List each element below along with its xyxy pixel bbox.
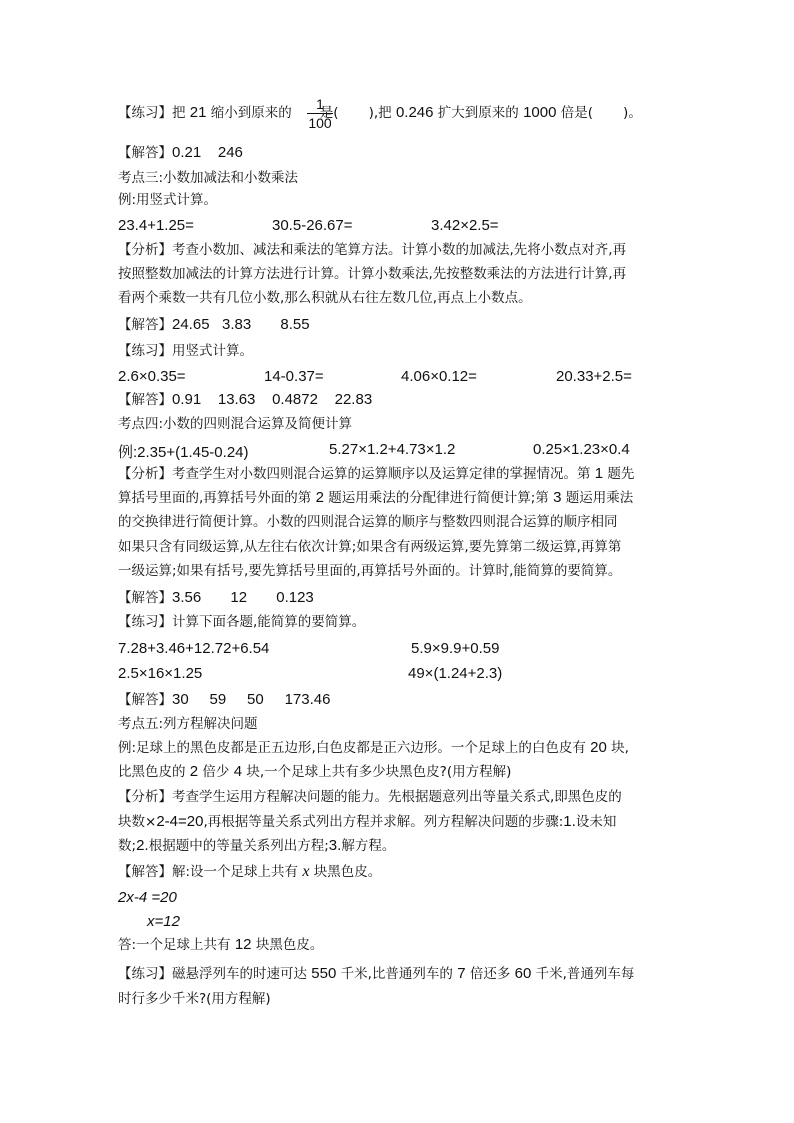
expr-9: 5.27×1.2+4.73×1.2 [329,441,456,458]
expr-4: 2.6×0.35= [118,368,186,385]
analysis-line-10: 块数×2-4=20,再根据等量关系式列出方程并求解。列方程解决问题的步骤:1.设未知 [118,813,617,830]
analysis-line-9: 【分析】考查学生运用方程解决问题的能力。先根据题意列出等量关系式,即黑色皮的 [118,789,622,805]
answer-line-1: 【解答】0.21 246 [118,144,243,161]
expr-11: 7.28+3.46+12.72+6.54 [118,640,270,657]
analysis-line-7: 如果只含有同级运算,从左往右依次计算;如果含有两级运算,要先算第二级运算,再算第 [118,539,622,555]
answer-line-2: 【解答】24.65 3.83 8.55 [118,316,310,333]
section-heading-5: 考点五:列方程解决问题 [118,716,258,732]
practice-line-1: 【练习】把 21 缩小到原来的 是( ),把 0.246 扩大到原来的 1000 倍是( )。 [118,104,642,121]
answer-line-3: 【解答】0.91 13.63 0.4872 22.83 [118,391,373,408]
analysis-line-6: 的交换律进行简便计算。小数的四则混合运算的顺序与整数四则混合运算的顺序相同 [118,514,618,530]
analysis-line-2: 按照整数加减法的计算方法进行计算。计算小数乘法,先按整数乘法的方法进行计算,再 [118,266,627,282]
expr-7: 20.33+2.5= [556,368,632,385]
expr-3: 3.42×2.5= [431,217,499,234]
expr-2: 30.5-26.67= [272,217,353,234]
expr-13: 2.5×16×1.25 [118,665,203,682]
analysis-line-5: 算括号里面的,再算括号外面的第 2 题运用乘法的分配律进行简便计算;第 3 题运用乘法 [118,489,634,506]
analysis-line-8: 一级运算;如果有括号,要先算括号里面的,再算括号外面的。计算时,能简算的要简算。 [118,563,622,579]
expr-10: 0.25×1.23×0.4 [533,441,630,458]
answer-line-4: 【解答】3.56 12 0.123 [118,589,314,606]
expr-12: 5.9×9.9+0.59 [411,640,500,657]
analysis-line-4: 【分析】考查学生对小数四则混合运算的运算顺序以及运算定律的掌握情况。第 1 题先 [118,465,635,482]
section-heading-4: 考点四:小数的四则混合运算及简便计算 [118,416,353,432]
expr-5: 14-0.37= [264,368,324,385]
practice-line-2: 【练习】用竖式计算。 [118,343,253,359]
example-line-3: 比黑色皮的 2 倍少 4 块,一个足球上共有多少块黑色皮?(用方程解) [118,763,512,780]
analysis-line-11: 数;2.根据题中的等量关系列出方程;3.解方程。 [118,837,396,854]
practice-line-5: 时行多少千米?(用方程解) [118,991,271,1007]
equation-line-2: x=12 [147,913,180,930]
answer-line-6: 【解答】解:设一个足球上共有 x 块黑色皮。 [118,863,382,880]
fraction-one-hundredth: 1 100 [308,96,332,131]
expr-1: 23.4+1.25= [118,217,194,234]
section-heading-3: 考点三:小数加减法和小数乘法 [118,170,299,186]
analysis-line-1: 【分析】考查小数加、减法和乘法的笔算方法。计算小数的加减法,先将小数点对齐,再 [118,242,627,258]
equation-line-1: 2x-4 =20 [118,889,177,906]
answer-line-5: 【解答】30 59 50 173.46 [118,691,331,708]
practice-line-4: 【练习】磁悬浮列车的时速可达 550 千米,比普通列车的 7 倍还多 60 千米,普通列车每 [118,965,635,982]
analysis-line-3: 看两个乘数一共有几位小数,那么积就从右往左数几位,再点上小数点。 [118,290,532,306]
example-line-2: 例:足球上的黑色皮都是正五边形,白色皮都是正六边形。一个足球上的白色皮有 20 块, [118,739,629,756]
practice-line-3: 【练习】计算下面各题,能简算的要简算。 [118,614,366,630]
conclusion-line: 答:一个足球上共有 12 块黑色皮。 [118,936,324,953]
expr-6: 4.06×0.12= [401,368,477,385]
expr-8: 例:2.35+(1.45-0.24) [118,444,249,461]
example-line: 例:用竖式计算。 [118,192,218,208]
expr-14: 49×(1.24+2.3) [408,665,503,682]
